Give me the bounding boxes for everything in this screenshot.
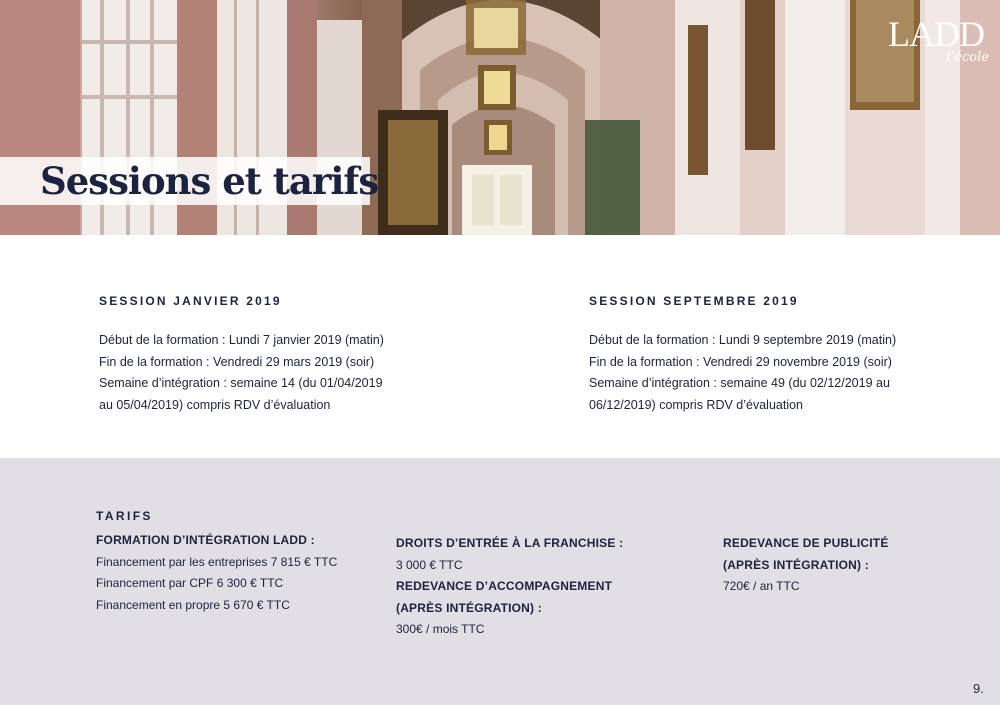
tarif-publicite-label-cont: (APRÈS INTÉGRATION) : bbox=[723, 557, 869, 572]
tarifs-section bbox=[0, 458, 1000, 705]
session-end: Fin de la formation : Vendredi 29 mars 2019 (soir) bbox=[99, 354, 375, 369]
tarif-line-propre: Financement en propre 5 670 € TTC bbox=[96, 597, 290, 612]
session-title: SESSION SEPTEMBRE 2019 bbox=[589, 294, 799, 308]
session-start: Début de la formation : Lundi 7 janvier 2019 (matin) bbox=[99, 333, 384, 347]
tarif-droits-accompagnement bbox=[396, 533, 623, 641]
session-integration: Semaine d’intégration : semaine 49 (du 02/12/2019 au bbox=[589, 376, 890, 390]
tarif-accompagnement-value: 300€ / mois TTC bbox=[396, 622, 485, 636]
tarif-accompagnement-label-cont: (APRÈS INTÉGRATION) : bbox=[396, 600, 542, 615]
tarif-publicite-label: REDEVANCE DE PUBLICITÉ bbox=[723, 536, 889, 550]
tarif-line-entreprises: Financement par les entreprises 7 815 € TTC bbox=[96, 554, 338, 569]
session-integration-cont: au 05/04/2019) compris RDV d’évaluation bbox=[99, 397, 331, 412]
tarif-formation-label: FORMATION D’INTÉGRATION LADD : bbox=[96, 533, 315, 547]
tarifs-heading: TARIFS bbox=[96, 509, 153, 523]
session-end: Fin de la formation : Vendredi 29 novembre 2019 (soir) bbox=[589, 354, 892, 369]
session-title: SESSION JANVIER 2019 bbox=[99, 294, 282, 308]
tarif-accompagnement-label: REDEVANCE D’ACCOMPAGNEMENT bbox=[396, 579, 613, 593]
tarif-formation bbox=[96, 530, 337, 616]
session-january bbox=[99, 292, 429, 416]
ladd-logo bbox=[888, 14, 988, 70]
tarif-droits-label: DROITS D’ENTRÉE À LA FRANCHISE : bbox=[396, 536, 624, 550]
tarif-droits-value: 3 000 € TTC bbox=[396, 557, 463, 572]
session-september bbox=[589, 292, 919, 416]
logo-sub-text: l’école bbox=[946, 50, 989, 65]
session-start: Début de la formation : Lundi 9 septembre 2019 (matin) bbox=[589, 333, 897, 347]
page-number: 9. bbox=[973, 681, 984, 696]
session-integration: Semaine d’intégration : semaine 14 (du 01/04/2019 bbox=[99, 376, 383, 390]
hero-banner bbox=[0, 0, 1000, 235]
tarif-line-cpf: Financement par CPF 6 300 € TTC bbox=[96, 576, 284, 590]
page-title: Sessions et tarifs bbox=[40, 159, 379, 203]
tarif-publicite-value: 720€ / an TTC bbox=[723, 579, 800, 593]
session-integration-cont: 06/12/2019) compris RDV d’évaluation bbox=[589, 397, 804, 412]
tarif-publicite bbox=[723, 533, 889, 598]
logo-main-text: LADD bbox=[888, 14, 984, 54]
